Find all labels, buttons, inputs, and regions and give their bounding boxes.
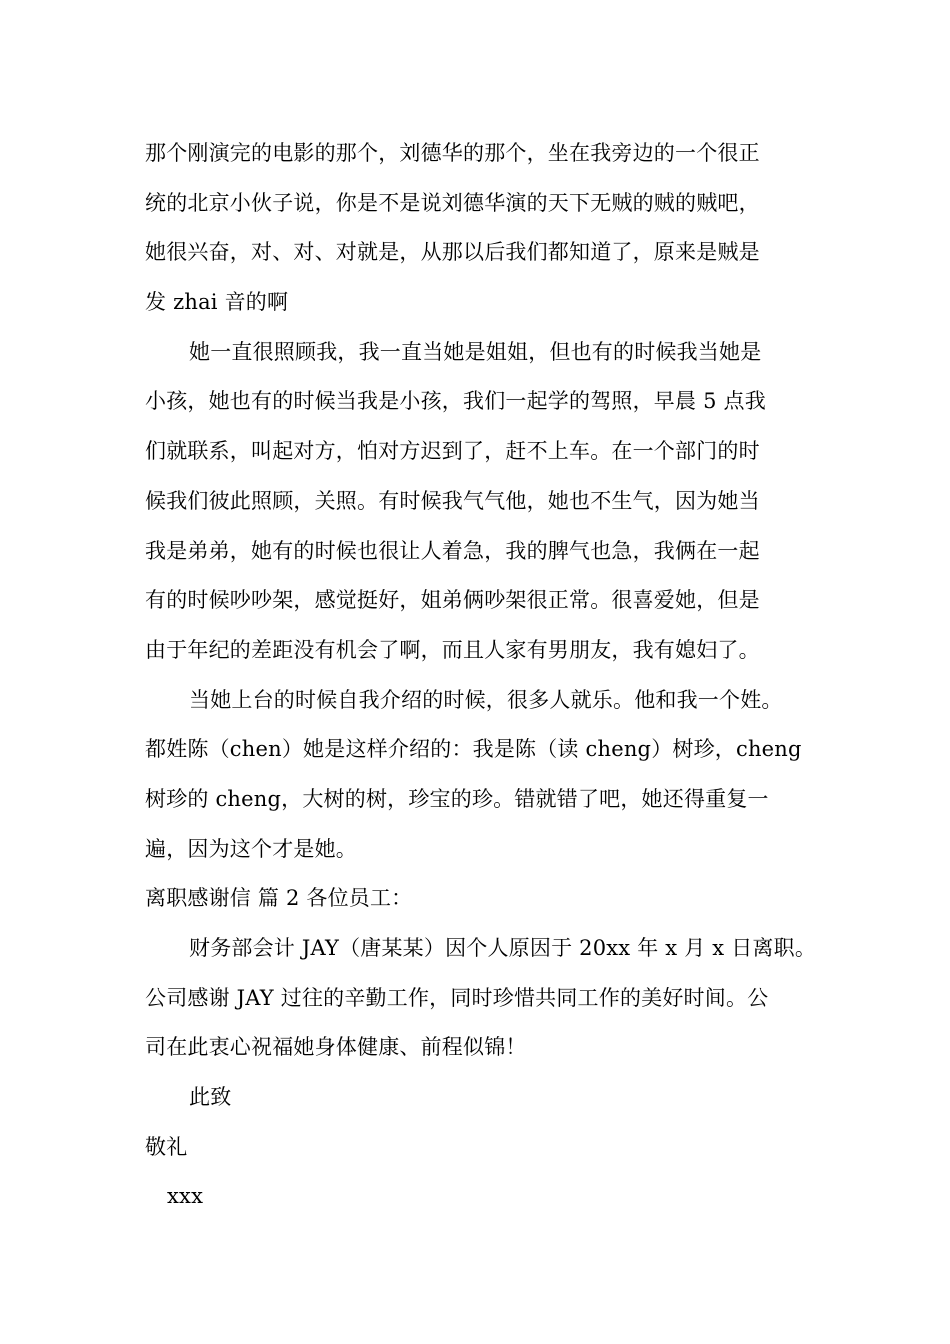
text-line: 统的北京小伙子说，你是不是说刘德华演的天下无贼的贼的贼吧，	[145, 190, 760, 215]
section-heading: 离职感谢信 篇 2 各位员工：	[145, 886, 413, 911]
text-line: 我是弟弟，她有的时候也很让人着急，我的脾气也急，我俩在一起	[145, 538, 760, 563]
document-body	[145, 129, 825, 1222]
text-line: 候我们彼此照顾，关照。有时候我气气他，她也不生气，因为她当	[145, 488, 760, 513]
text-line: 都姓陈（chen）她是这样介绍的：我是陈（读 cheng）树珍，cheng	[145, 737, 802, 762]
text-line: 有的时候吵吵架，感觉挺好，姐弟俩吵架很正常。很喜爱她，但是	[145, 588, 760, 613]
text-line: 树珍的 cheng，大树的树，珍宝的珍。错就错了吧，她还得重复一	[145, 786, 769, 811]
paragraph-start-line: 她一直很照顾我，我一直当她是姐姐，但也有的时候我当她是	[189, 339, 762, 364]
text-line: 那个刚演完的电影的那个，刘德华的那个，坐在我旁边的一个很正	[145, 141, 760, 165]
text-line: 遍，因为这个才是她。	[145, 836, 357, 861]
text-line: 们就联系，叫起对方，怕对方迟到了，赶不上车。在一个部门的时	[145, 439, 760, 464]
text-line: 小孩，她也有的时候当我是小孩，我们一起学的驾照，早晨 5 点我	[145, 389, 766, 414]
signature-line: xxx	[167, 1184, 204, 1209]
closing-line: 此致	[189, 1085, 232, 1110]
text-line: 她很兴奋，对、对、对就是，从那以后我们都知道了，原来是贼是	[145, 240, 760, 265]
text-line: 由于年纪的差距没有机会了啊，而且人家有男朋友，我有媳妇了。	[145, 637, 760, 662]
paragraph-start-line: 当她上台的时候自我介绍的时候，很多人就乐。他和我一个姓。	[189, 687, 783, 712]
text-line: 发 zhai 音的啊	[145, 290, 289, 315]
salutation-line: 敬礼	[145, 1134, 188, 1159]
text-line: 公司感谢 JAY 过往的辛勤工作，同时珍惜共同工作的美好时间。公	[145, 985, 769, 1010]
text-line: 司在此衷心祝福她身体健康、前程似锦！	[145, 1035, 527, 1060]
paragraph-start-line: 财务部会计 JAY（唐某某）因个人原因于 20xx 年 x 月 x 日离职。	[189, 936, 817, 960]
